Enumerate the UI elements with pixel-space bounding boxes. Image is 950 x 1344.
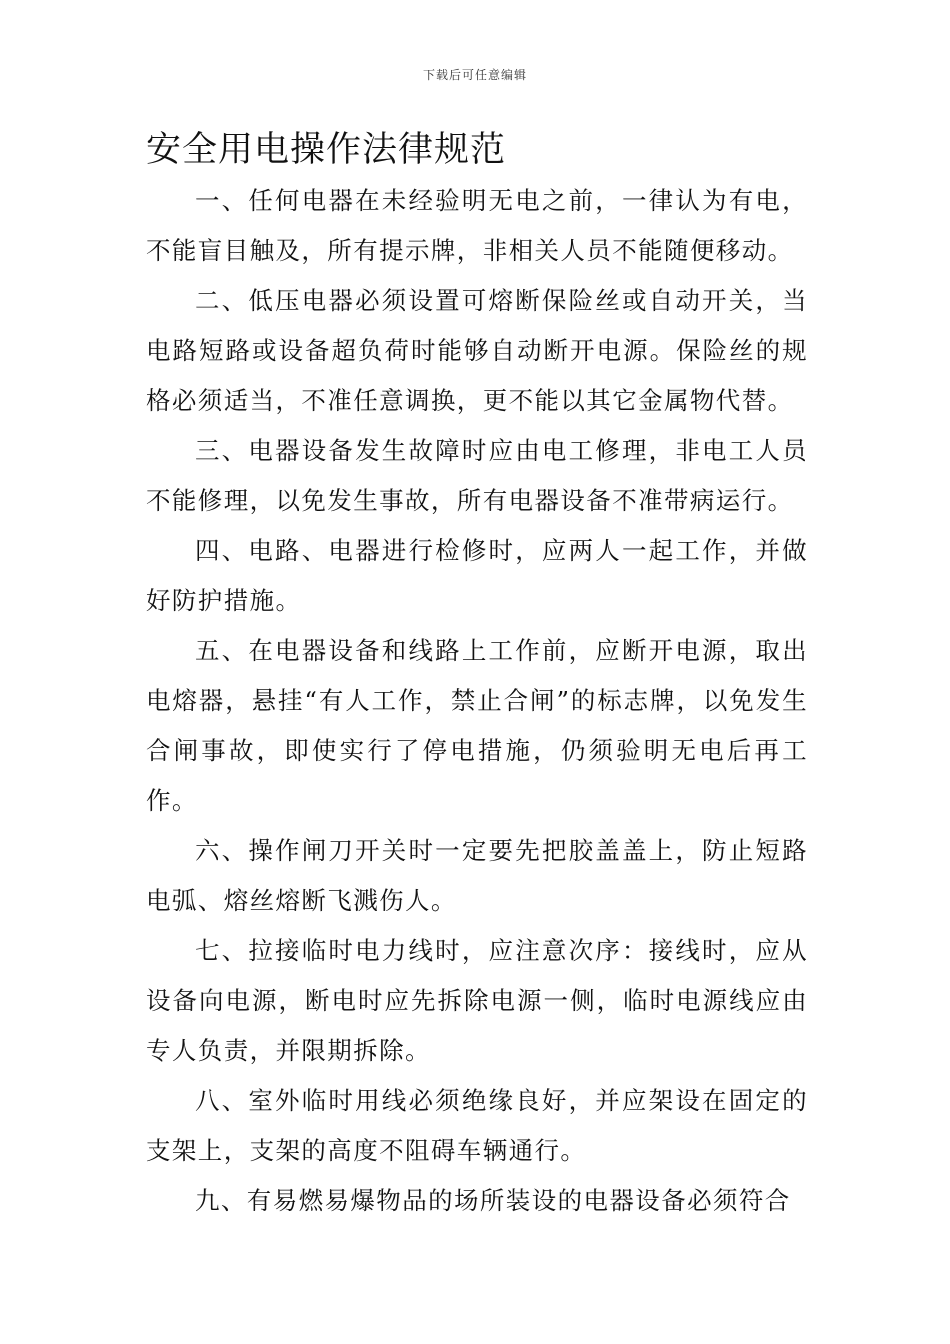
paragraph-1: 一、任何电器在未经验明无电之前，一律认为有电，不能盲目触及，所有提示牌，非相关人员不能随便移动。: [146, 186, 808, 265]
paragraph-8: 八、室外临时用线必须绝缘良好，并应架设在固定的支架上，支架的高度不阻碍车辆通行。: [146, 1086, 808, 1165]
paragraph-3: 三、电器设备发生故障时应由电工修理，非电工人员不能修理，以免发生事故，所有电器设备不准带病运行。: [146, 436, 808, 515]
paragraph-9: 九、有易燃易爆物品的场所装设的电器设备必须符合: [195, 1186, 791, 1215]
paragraph-6: 六、操作闸刀开关时一定要先把胶盖盖上，防止短路电弧、熔丝熔断飞溅伤人。: [146, 836, 808, 915]
header-note: 下载后可任意编辑: [422, 68, 527, 82]
paragraph-4: 四、电路、电器进行检修时，应两人一起工作，并做好防护措施。: [146, 536, 808, 615]
document-body: [146, 176, 808, 1226]
paragraph-7: 七、拉接临时电力线时，应注意次序：接线时，应从设备向电源，断电时应先拆除电源一侧，临时电源线应由专人负责，并限期拆除。: [146, 936, 808, 1065]
paragraph-5: 五、在电器设备和线路上工作前，应断开电源，取出电熔器，悬挂“有人工作，禁止合闸”的标志牌，以免发生合闸事故，即使实行了停电措施，仍须验明无电后再工作。: [146, 636, 808, 815]
paragraph-2: 二、低压电器必须设置可熔断保险丝或自动开关，当电路短路或设备超负荷时能够自动断开电源。保险丝的规格必须适当，不准任意调换，更不能以其它金属物代替。: [146, 286, 808, 415]
document-title: 安全用电操作法律规范: [146, 130, 507, 170]
